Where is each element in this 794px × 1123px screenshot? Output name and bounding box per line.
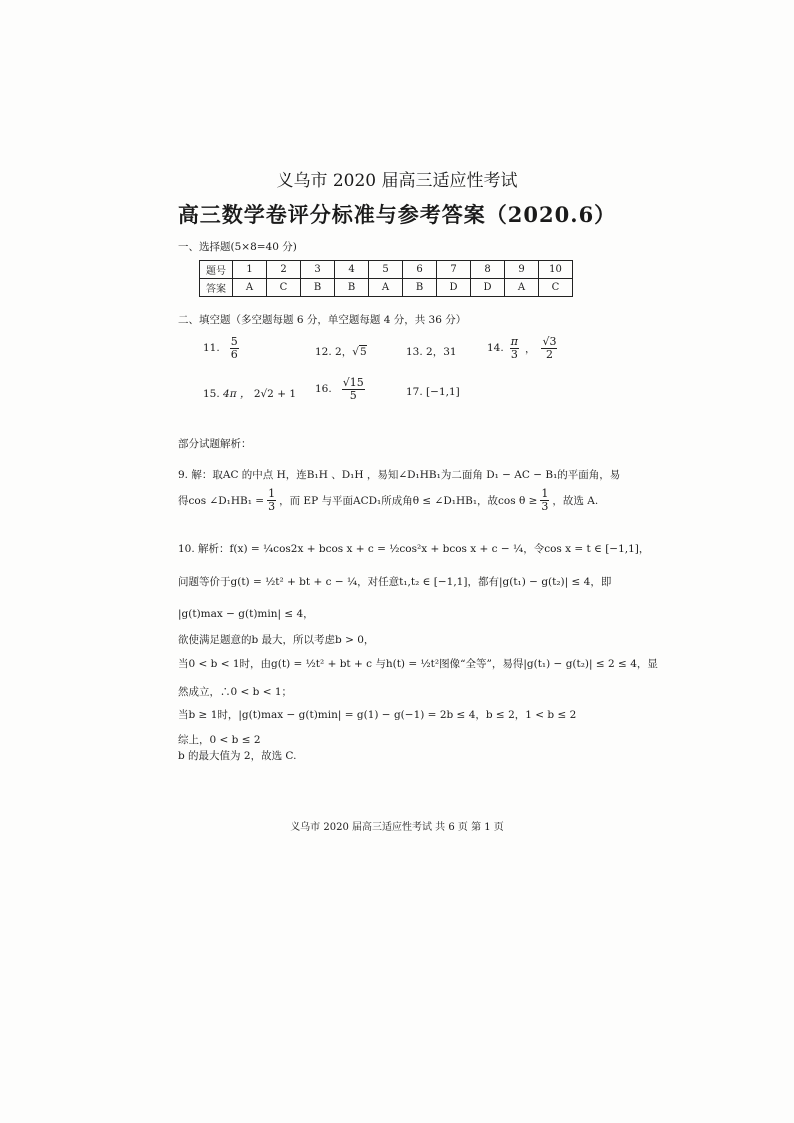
fraction <box>510 336 519 360</box>
analysis-q10-line5: 当0 < b < 1时，由g(t) = ½t² + bt + c 与h(t) = ½t²图像“全等”，易得|g(t₁) − g(t₂)| ≤ 2 ≤ 4，显 <box>178 658 658 670</box>
answer-text: 2，31 <box>426 346 457 358</box>
denominator: 6 <box>230 347 238 361</box>
question-number: 15. <box>203 388 220 400</box>
table-cell: 5 <box>369 261 403 279</box>
question-number: 14. <box>487 342 504 355</box>
table-cell: 2 <box>267 261 301 279</box>
answer-q11 <box>203 336 239 360</box>
question-number: 11. <box>203 342 220 355</box>
numerator: 1 <box>268 487 276 500</box>
numerator: 5 <box>230 335 238 348</box>
table-row <box>200 261 573 279</box>
table-cell: A <box>233 279 267 297</box>
table-row <box>200 279 573 297</box>
table-cell: C <box>267 279 301 297</box>
analysis-q10-line3: |g(t)max − g(t)min| ≤ 4， <box>178 608 314 620</box>
denominator: 3 <box>510 347 518 361</box>
answer-q17 <box>406 386 460 398</box>
answer-q13 <box>406 344 457 359</box>
numerator: √15 <box>342 376 364 389</box>
denominator: 5 <box>349 388 357 402</box>
denominator: 2 <box>545 347 553 361</box>
text-span: 得cos ∠D₁HB₁ = <box>178 494 265 507</box>
table-cell: B <box>301 279 335 297</box>
question-number: 13. <box>406 346 423 358</box>
question-number: 12. <box>315 346 332 358</box>
table-cell: 10 <box>539 261 573 279</box>
fraction <box>541 336 557 360</box>
table-cell: B <box>403 279 437 297</box>
analysis-q10-line6: 然成立，∴0 < b < 1； <box>178 686 293 698</box>
table-cell: D <box>471 279 505 297</box>
fraction <box>540 488 549 512</box>
document-title: 义乌市 2020 届高三适应性考试 <box>276 171 518 191</box>
answer-table <box>199 260 573 297</box>
row-label: 题号 <box>200 261 233 279</box>
row-label: 答案 <box>200 279 233 297</box>
answer-q12: 12. 2，√5 <box>315 346 367 358</box>
question-number: 16. <box>315 383 332 396</box>
numerator: π <box>510 335 518 348</box>
denominator: 3 <box>541 499 549 513</box>
text-span: ，故选 A. <box>552 494 599 507</box>
numerator: 1 <box>541 487 549 500</box>
separator: ， <box>524 342 536 355</box>
text-span: ，而 EP 与平面ACD₁所成角θ ≤ ∠D₁HB₁，故cos θ ≥ <box>279 494 538 507</box>
section2-heading: 二、填空题（多空题每题 6 分，单空题每题 4 分，共 36 分） <box>178 314 467 326</box>
answer-q16 <box>315 377 365 401</box>
table-cell: A <box>369 279 403 297</box>
page-footer: 义乌市 2020 届高三适应性考试 共 6 页 第 1 页 <box>290 822 504 833</box>
sqrt-value: 5 <box>359 346 367 358</box>
analysis-q10-line1: 10. 解析：f(x) = ¼cos2x + bcos x + c = ½cos²x + bcos x + c − ¼，令cos x = t ∈ [−1,1]， <box>178 543 650 555</box>
numerator: √3 <box>542 335 557 348</box>
answer-text: 4π ， <box>223 388 251 400</box>
table-cell: 4 <box>335 261 369 279</box>
analysis-q10-line8: 综上，0 < b ≤ 2 <box>178 734 261 746</box>
analysis-q10-line2: 问题等价于g(t) = ½t² + bt + c − ¼，对任意t₁,t₂ ∈ [−1,1]，都有|g(t₁) − g(t₂)| ≤ 4，即 <box>178 576 612 588</box>
table-cell: 1 <box>233 261 267 279</box>
answer-q15 <box>203 386 296 401</box>
answer-text: 2√2 + 1 <box>253 388 297 400</box>
table-cell: 7 <box>437 261 471 279</box>
answer-q14 <box>487 336 557 360</box>
section1-heading: 一、选择题(5×8=40 分) <box>178 241 297 253</box>
table-cell: C <box>539 279 573 297</box>
table-cell: A <box>505 279 539 297</box>
fraction <box>342 377 365 401</box>
table-cell: D <box>437 279 471 297</box>
table-cell: 3 <box>301 261 335 279</box>
analysis-q10-line7: 当b ≥ 1时，|g(t)max − g(t)min| = g(1) − g(−1) = 2b ≤ 4，b ≤ 2，1 < b ≤ 2 <box>178 709 577 721</box>
answer-text: [−1,1] <box>426 386 460 398</box>
question-number: 17. <box>406 386 423 398</box>
document-subtitle: 高三数学卷评分标准与参考答案（2020.6） <box>177 202 617 227</box>
analysis-q9-line2 <box>178 488 598 512</box>
analysis-q9-line1: 9. 解：取AC 的中点 H，连B₁H 、D₁H ，易知∠D₁HB₁为二面角 D₁ − AC − B₁的平面角，易 <box>178 469 621 481</box>
table-cell: 6 <box>403 261 437 279</box>
analysis-q10-line4: 欲使满足题意的b 最大，所以考虑b > 0， <box>178 634 375 646</box>
table-cell: 8 <box>471 261 505 279</box>
analysis-q10-line9: b 的最大值为 2，故选 C. <box>178 750 297 762</box>
analysis-heading: 部分试题解析： <box>178 438 252 450</box>
table-cell: 9 <box>505 261 539 279</box>
denominator: 3 <box>268 499 276 513</box>
answer-text: 2， <box>335 346 353 358</box>
fraction <box>267 488 276 512</box>
fraction <box>230 336 239 360</box>
table-cell: B <box>335 279 369 297</box>
